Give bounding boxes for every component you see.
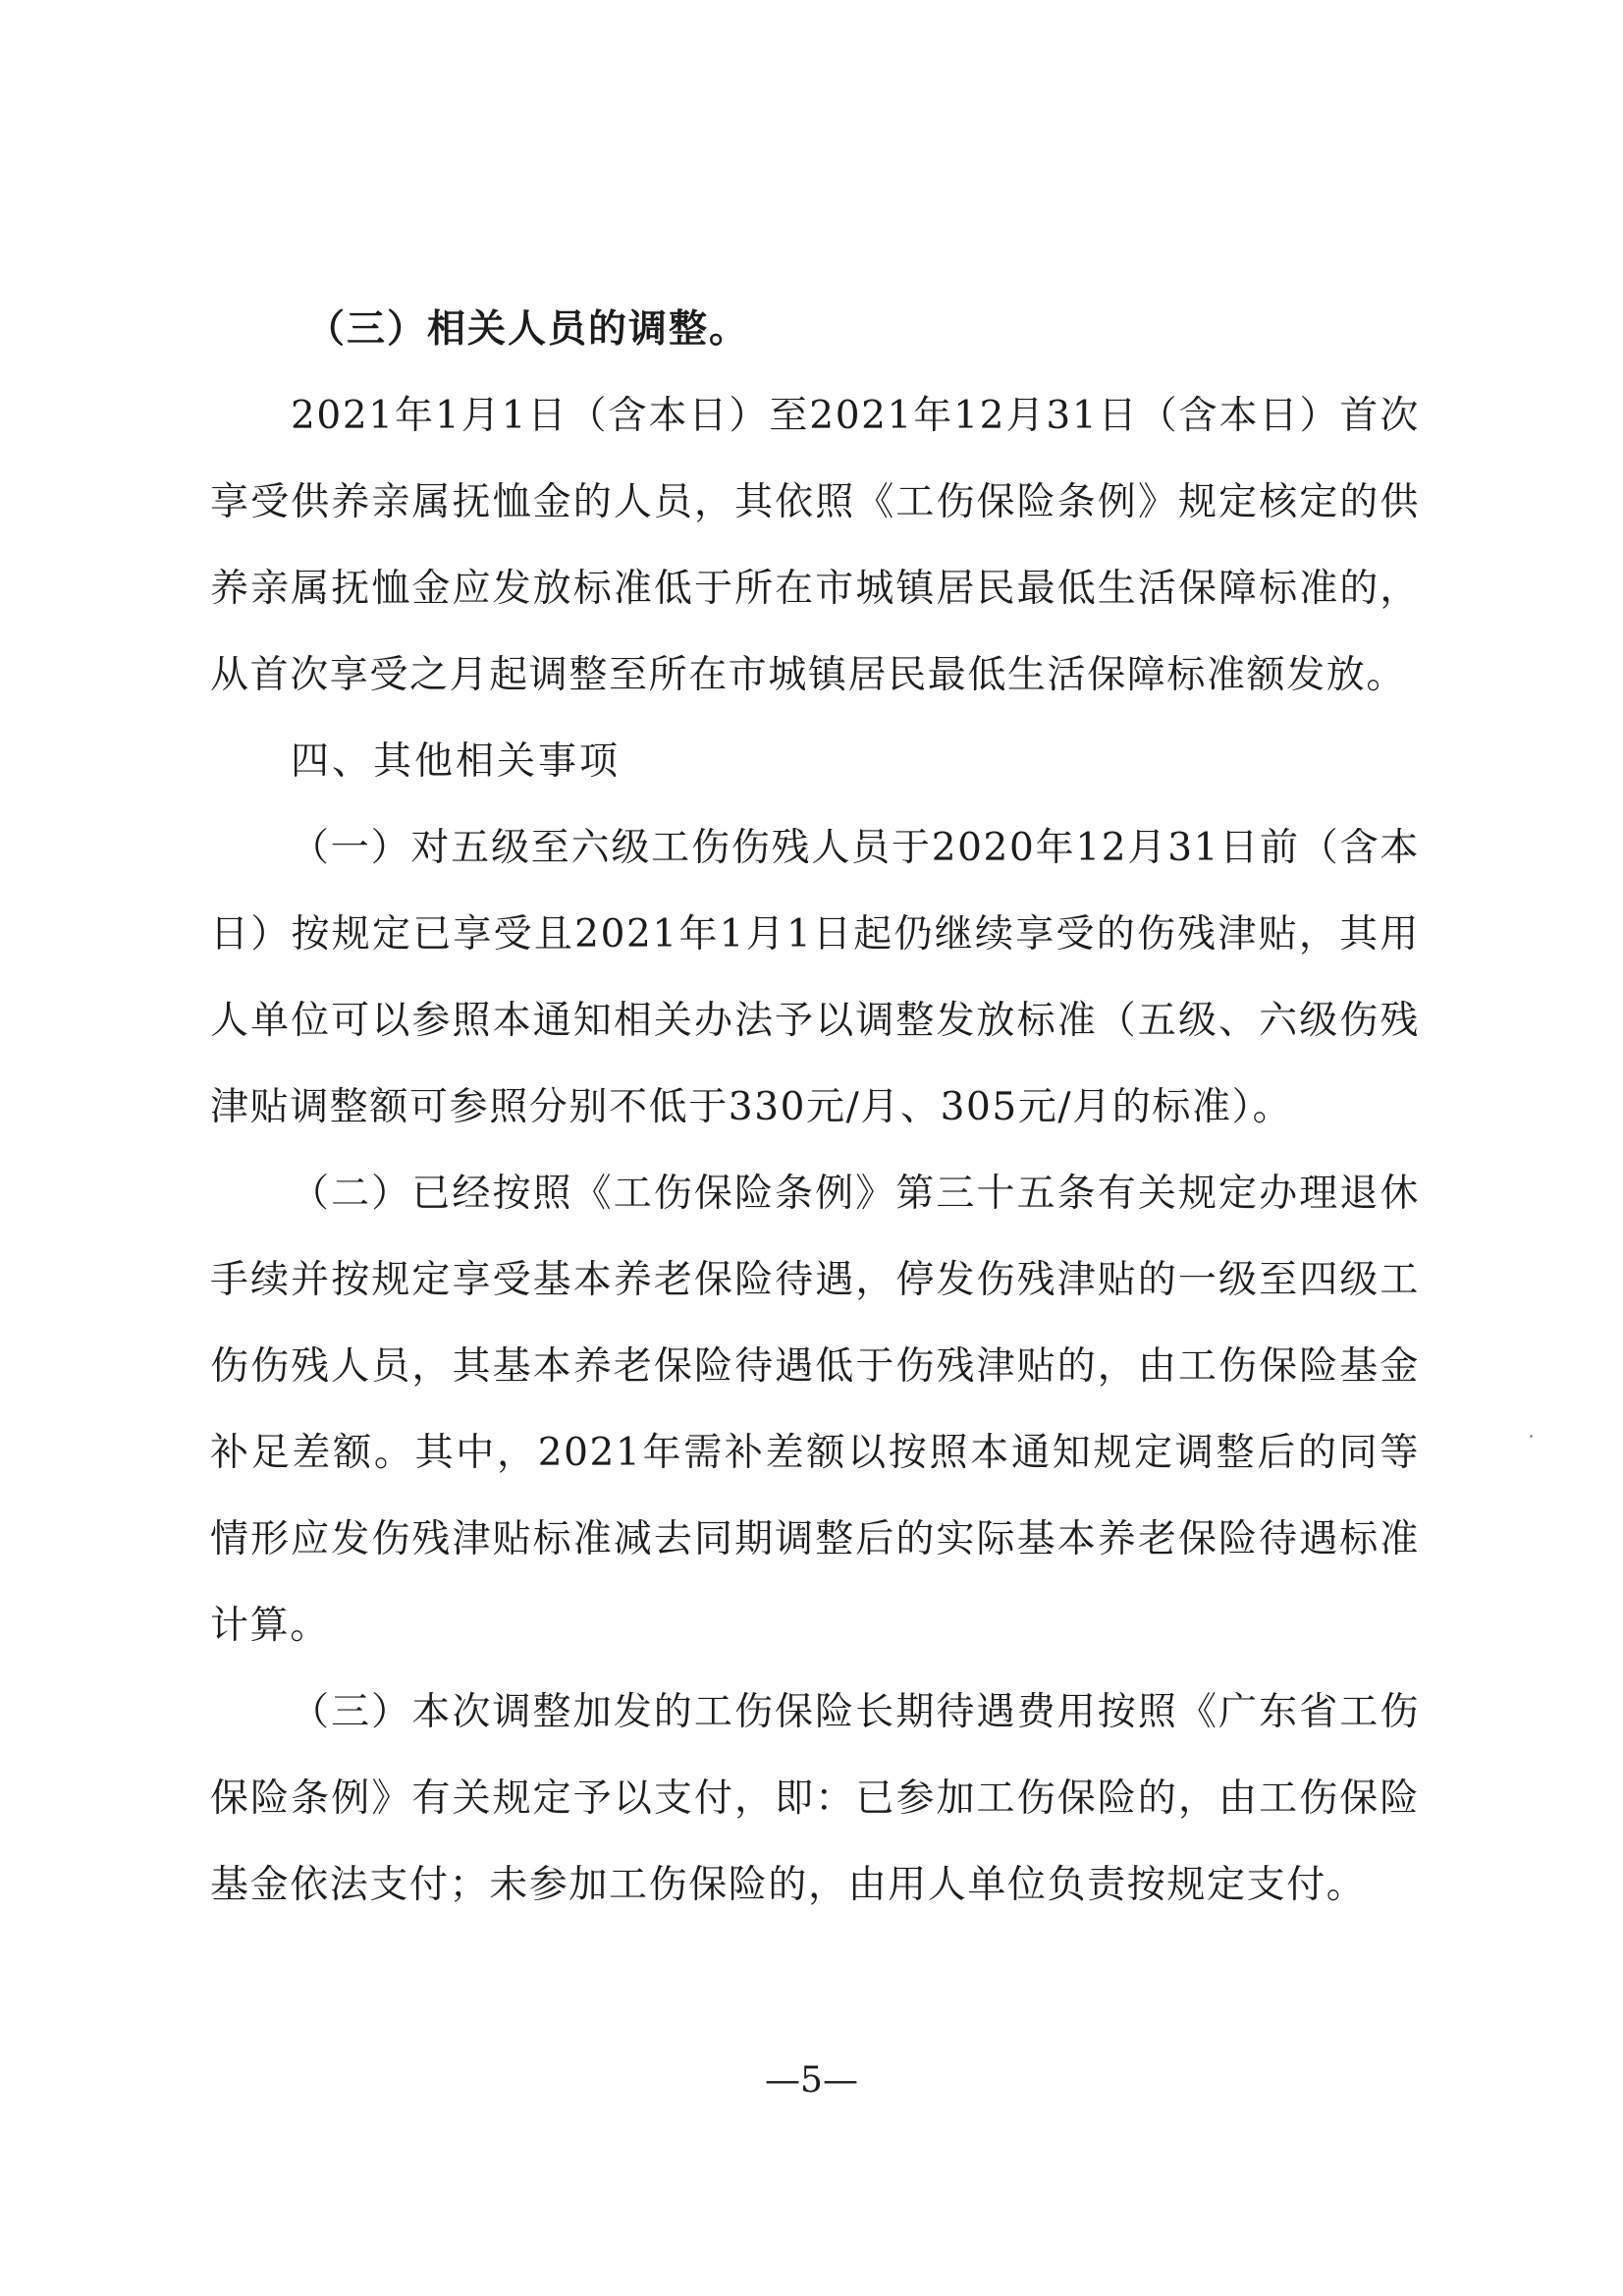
scan-speck xyxy=(1530,1435,1533,1438)
section-4-item-3: （三）本次调整加发的工伤保险长期待遇费用按照《广东省工伤保险条例》有关规定予以支付，即：已参加工伤保险的，由工伤保险基金依法支付；未参加工伤保险的，由用人单位负责按规定支付。 xyxy=(210,1690,1420,1907)
section-3-heading: （三）相关人员的调整。 xyxy=(306,307,750,352)
page-number: —5— xyxy=(765,2060,858,2101)
section-3-paragraph: 2021年1月1日（含本日）至2021年12月31日（含本日）首次享受供养亲属抚恤金的人员，其依照《工伤保险条例》规定核定的供养亲属抚恤金应发放标准低于所在市城镇居民最低生活保障标准的，从首次享受之月起调整至所在市城镇居民最低生活保障标准额发放。 xyxy=(210,394,1420,697)
section-4-item-1: （一）对五级至六级工伤伤残人员于2020年12月31日前（含本日）按规定已享受且2021年1月1日起仍继续享受的伤残津贴，其用人单位可以参照本通知相关办法予以调整发放标准（五级、六级伤残津贴调整额可参照分别不低于330元/月、305元/月的标准）。 xyxy=(210,826,1420,1129)
section-4-heading: 四、其他相关事项 xyxy=(291,739,622,784)
section-4-item-2: （二）已经按照《工伤保险条例》第三十五条有关规定办理退休手续并按规定享受基本养老保险待遇，停发伤残津贴的一级至四级工伤伤残人员，其基本养老保险待遇低于伤残津贴的，由工伤保险基金补足差额。其中，2021年需补差额以按照本通知规定调整后的同等情形应发伤残津贴标准减去同期调整后的实际基本养老保险待遇标准计算。 xyxy=(210,1172,1420,1648)
document-body xyxy=(210,287,1420,1929)
